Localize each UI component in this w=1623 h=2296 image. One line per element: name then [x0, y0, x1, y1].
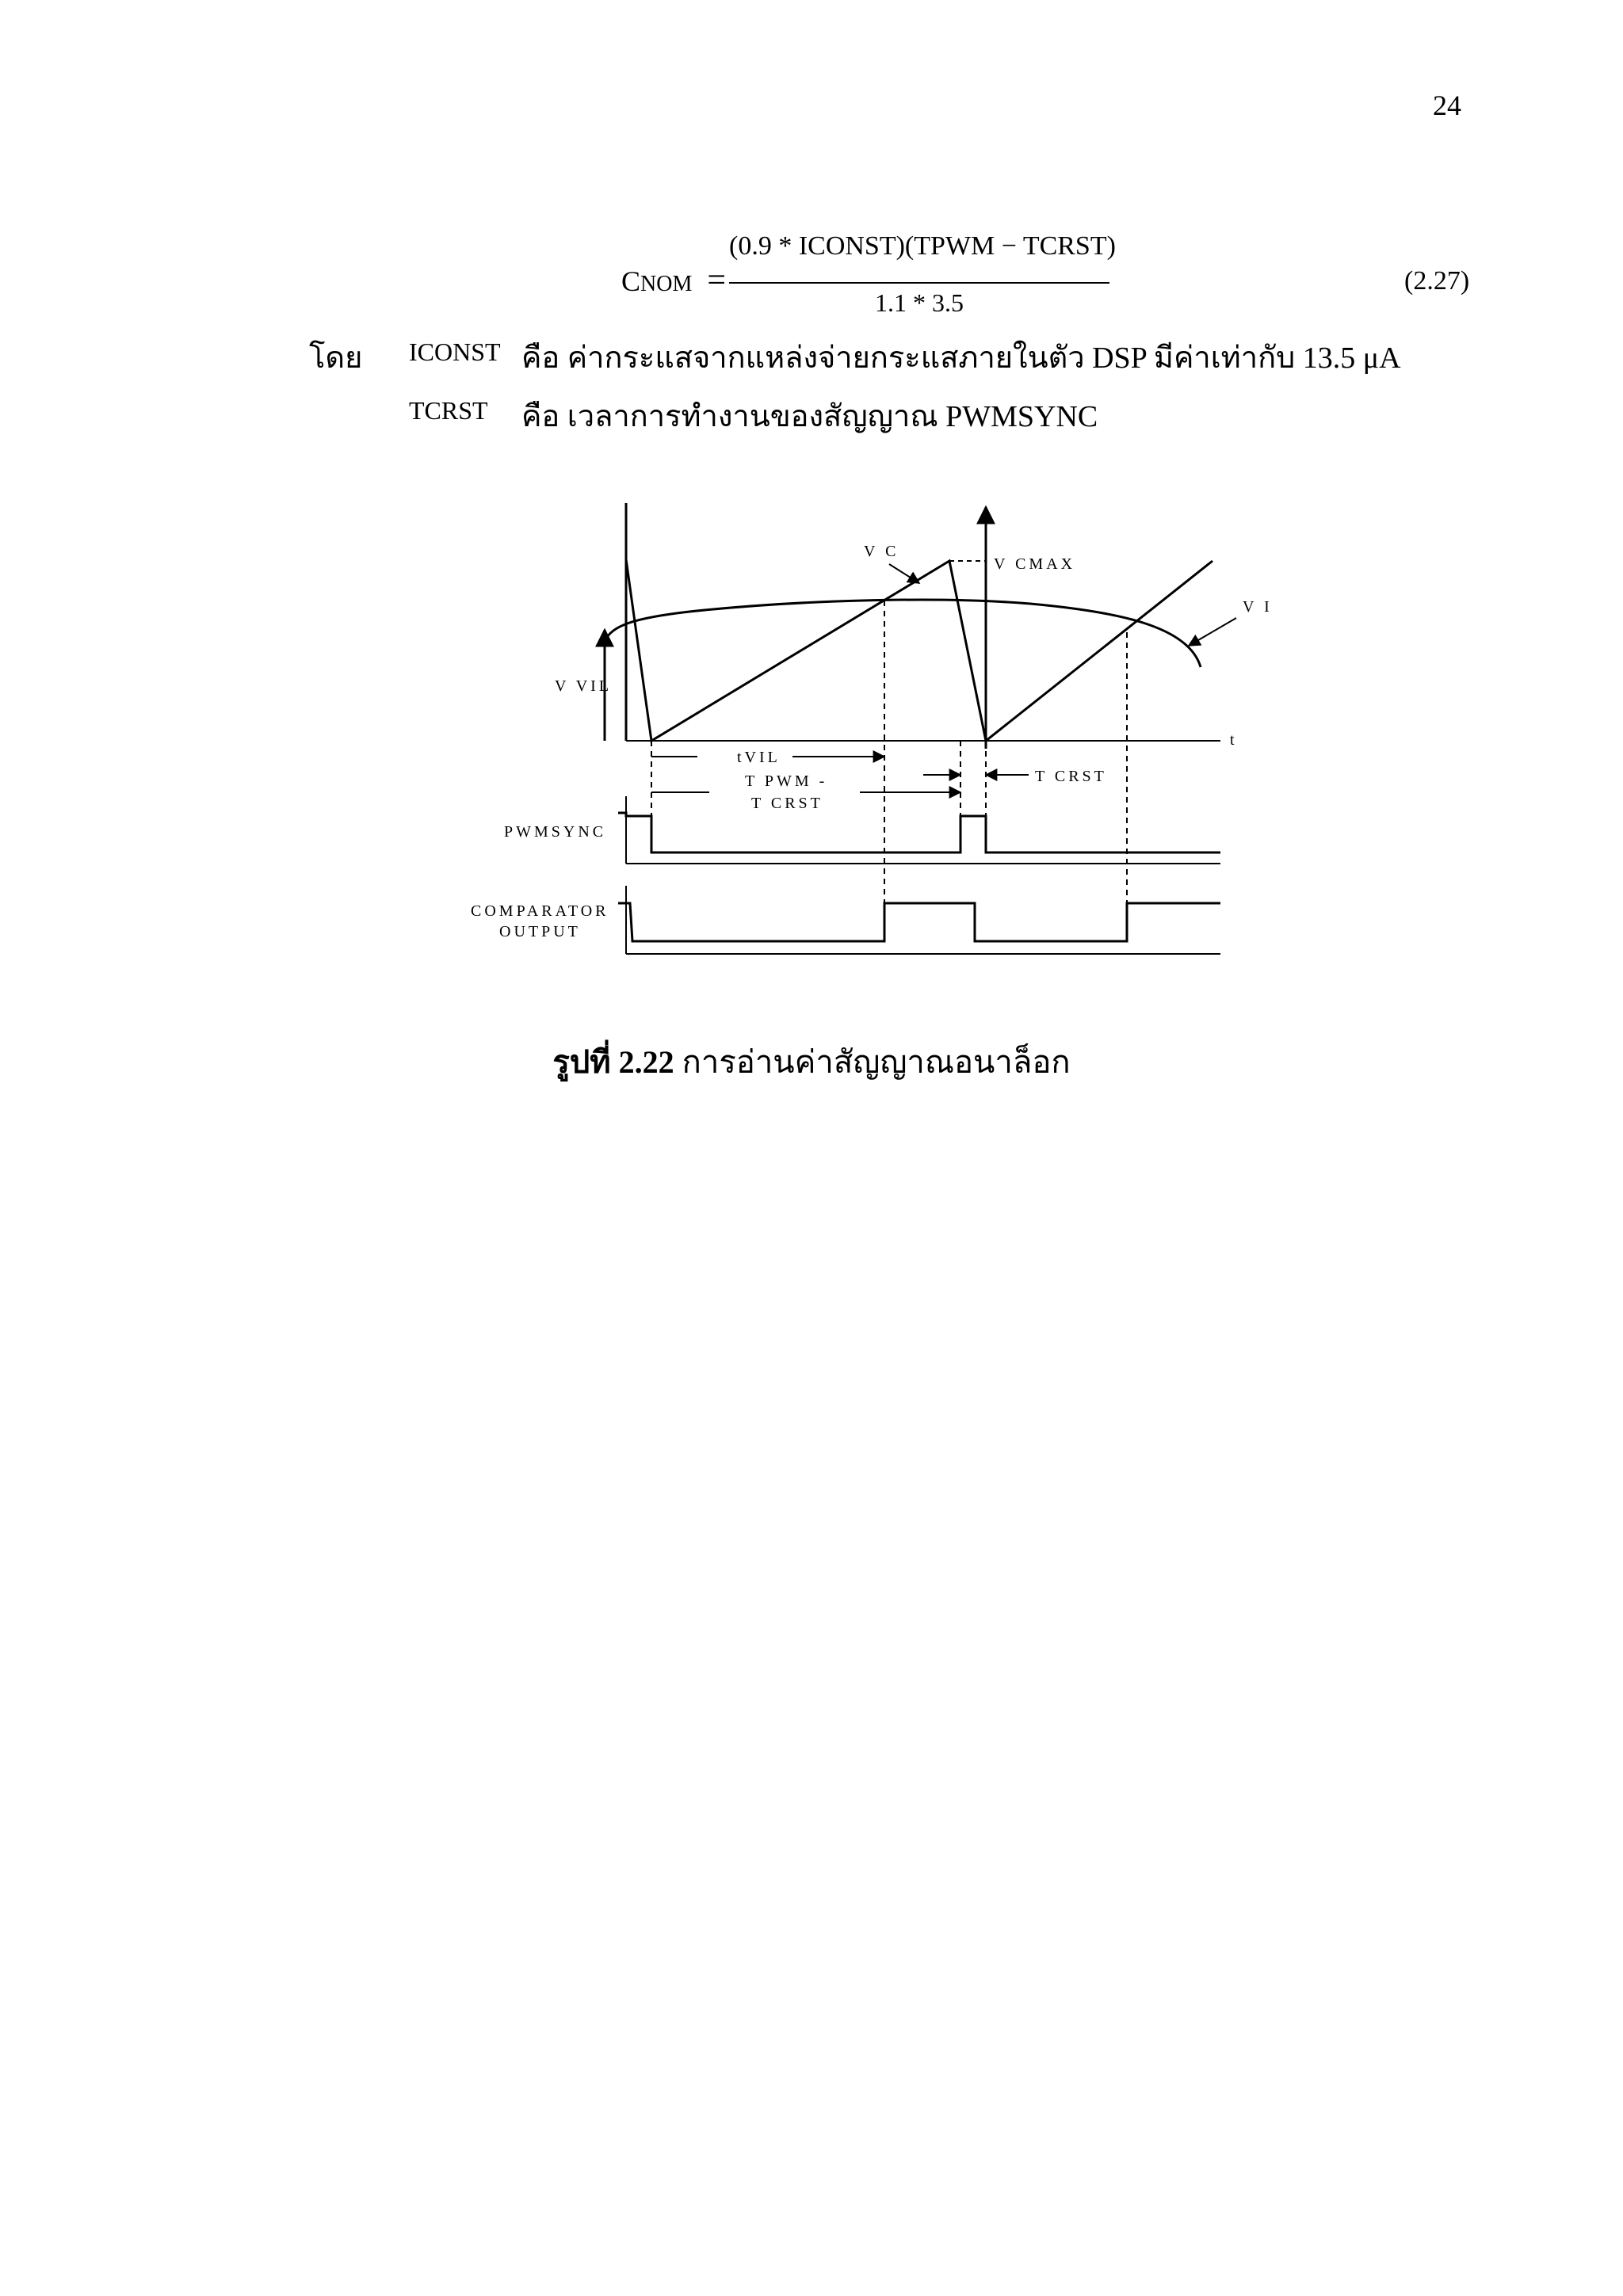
- equation-lhs-sub: NOM: [640, 272, 693, 296]
- definition-symbol: ICONST: [409, 338, 501, 366]
- vvil-label: V VIL: [555, 677, 613, 695]
- definition-symbol: TCRST: [409, 396, 488, 425]
- vc-sawtooth: [626, 559, 1212, 741]
- definition-text: คือ ค่ากระแสจากแหล่งจ่ายกระแสภายในตัว DSP มีค่าเท่ากับ 13.5 μA: [521, 341, 1401, 375]
- tcrst-label: T CRST: [1035, 768, 1107, 785]
- vc-pointer: [889, 564, 919, 583]
- vi-pointer: [1189, 618, 1236, 646]
- caption-text: การอ่านค่าสัญญาณอนาล็อก: [682, 1044, 1071, 1080]
- equals-sign: =: [707, 262, 727, 299]
- definition-lead: โดย: [309, 341, 363, 375]
- equation-lhs-main: C: [621, 265, 641, 297]
- pwmsync-waveform: [618, 813, 1220, 852]
- vi-label: V I: [1243, 598, 1273, 616]
- vi-curve: [605, 600, 1201, 667]
- pwmsync-label: PWMSYNC: [504, 823, 607, 841]
- comparator-waveform: [618, 903, 1220, 941]
- timing-diagram: [0, 0, 1623, 998]
- equation-numerator: (0.9 * ICONST)(TPWM − TCRST): [729, 231, 1116, 261]
- vcmax-label: V CMAX: [994, 555, 1076, 573]
- equation-denominator: 1.1 * 3.5: [875, 288, 964, 317]
- page-number: 24: [1433, 90, 1461, 121]
- t-label: t: [1230, 731, 1238, 749]
- tvil-label: tVIL: [737, 749, 781, 766]
- definition-text: คือ เวลาการทำงานของสัญญาณ PWMSYNC: [521, 400, 1098, 433]
- tpwm-label: T PWM -: [745, 772, 828, 790]
- output-label: OUTPUT: [499, 923, 581, 940]
- comparator-label: COMPARATOR: [471, 902, 609, 920]
- caption-number: รูปที่ 2.22: [552, 1044, 674, 1080]
- figure-caption: [0, 1036, 1623, 1087]
- vc-label: V C: [864, 543, 899, 560]
- tcrst-under-label: T CRST: [751, 795, 823, 812]
- equation-number: (2.27): [1404, 266, 1470, 296]
